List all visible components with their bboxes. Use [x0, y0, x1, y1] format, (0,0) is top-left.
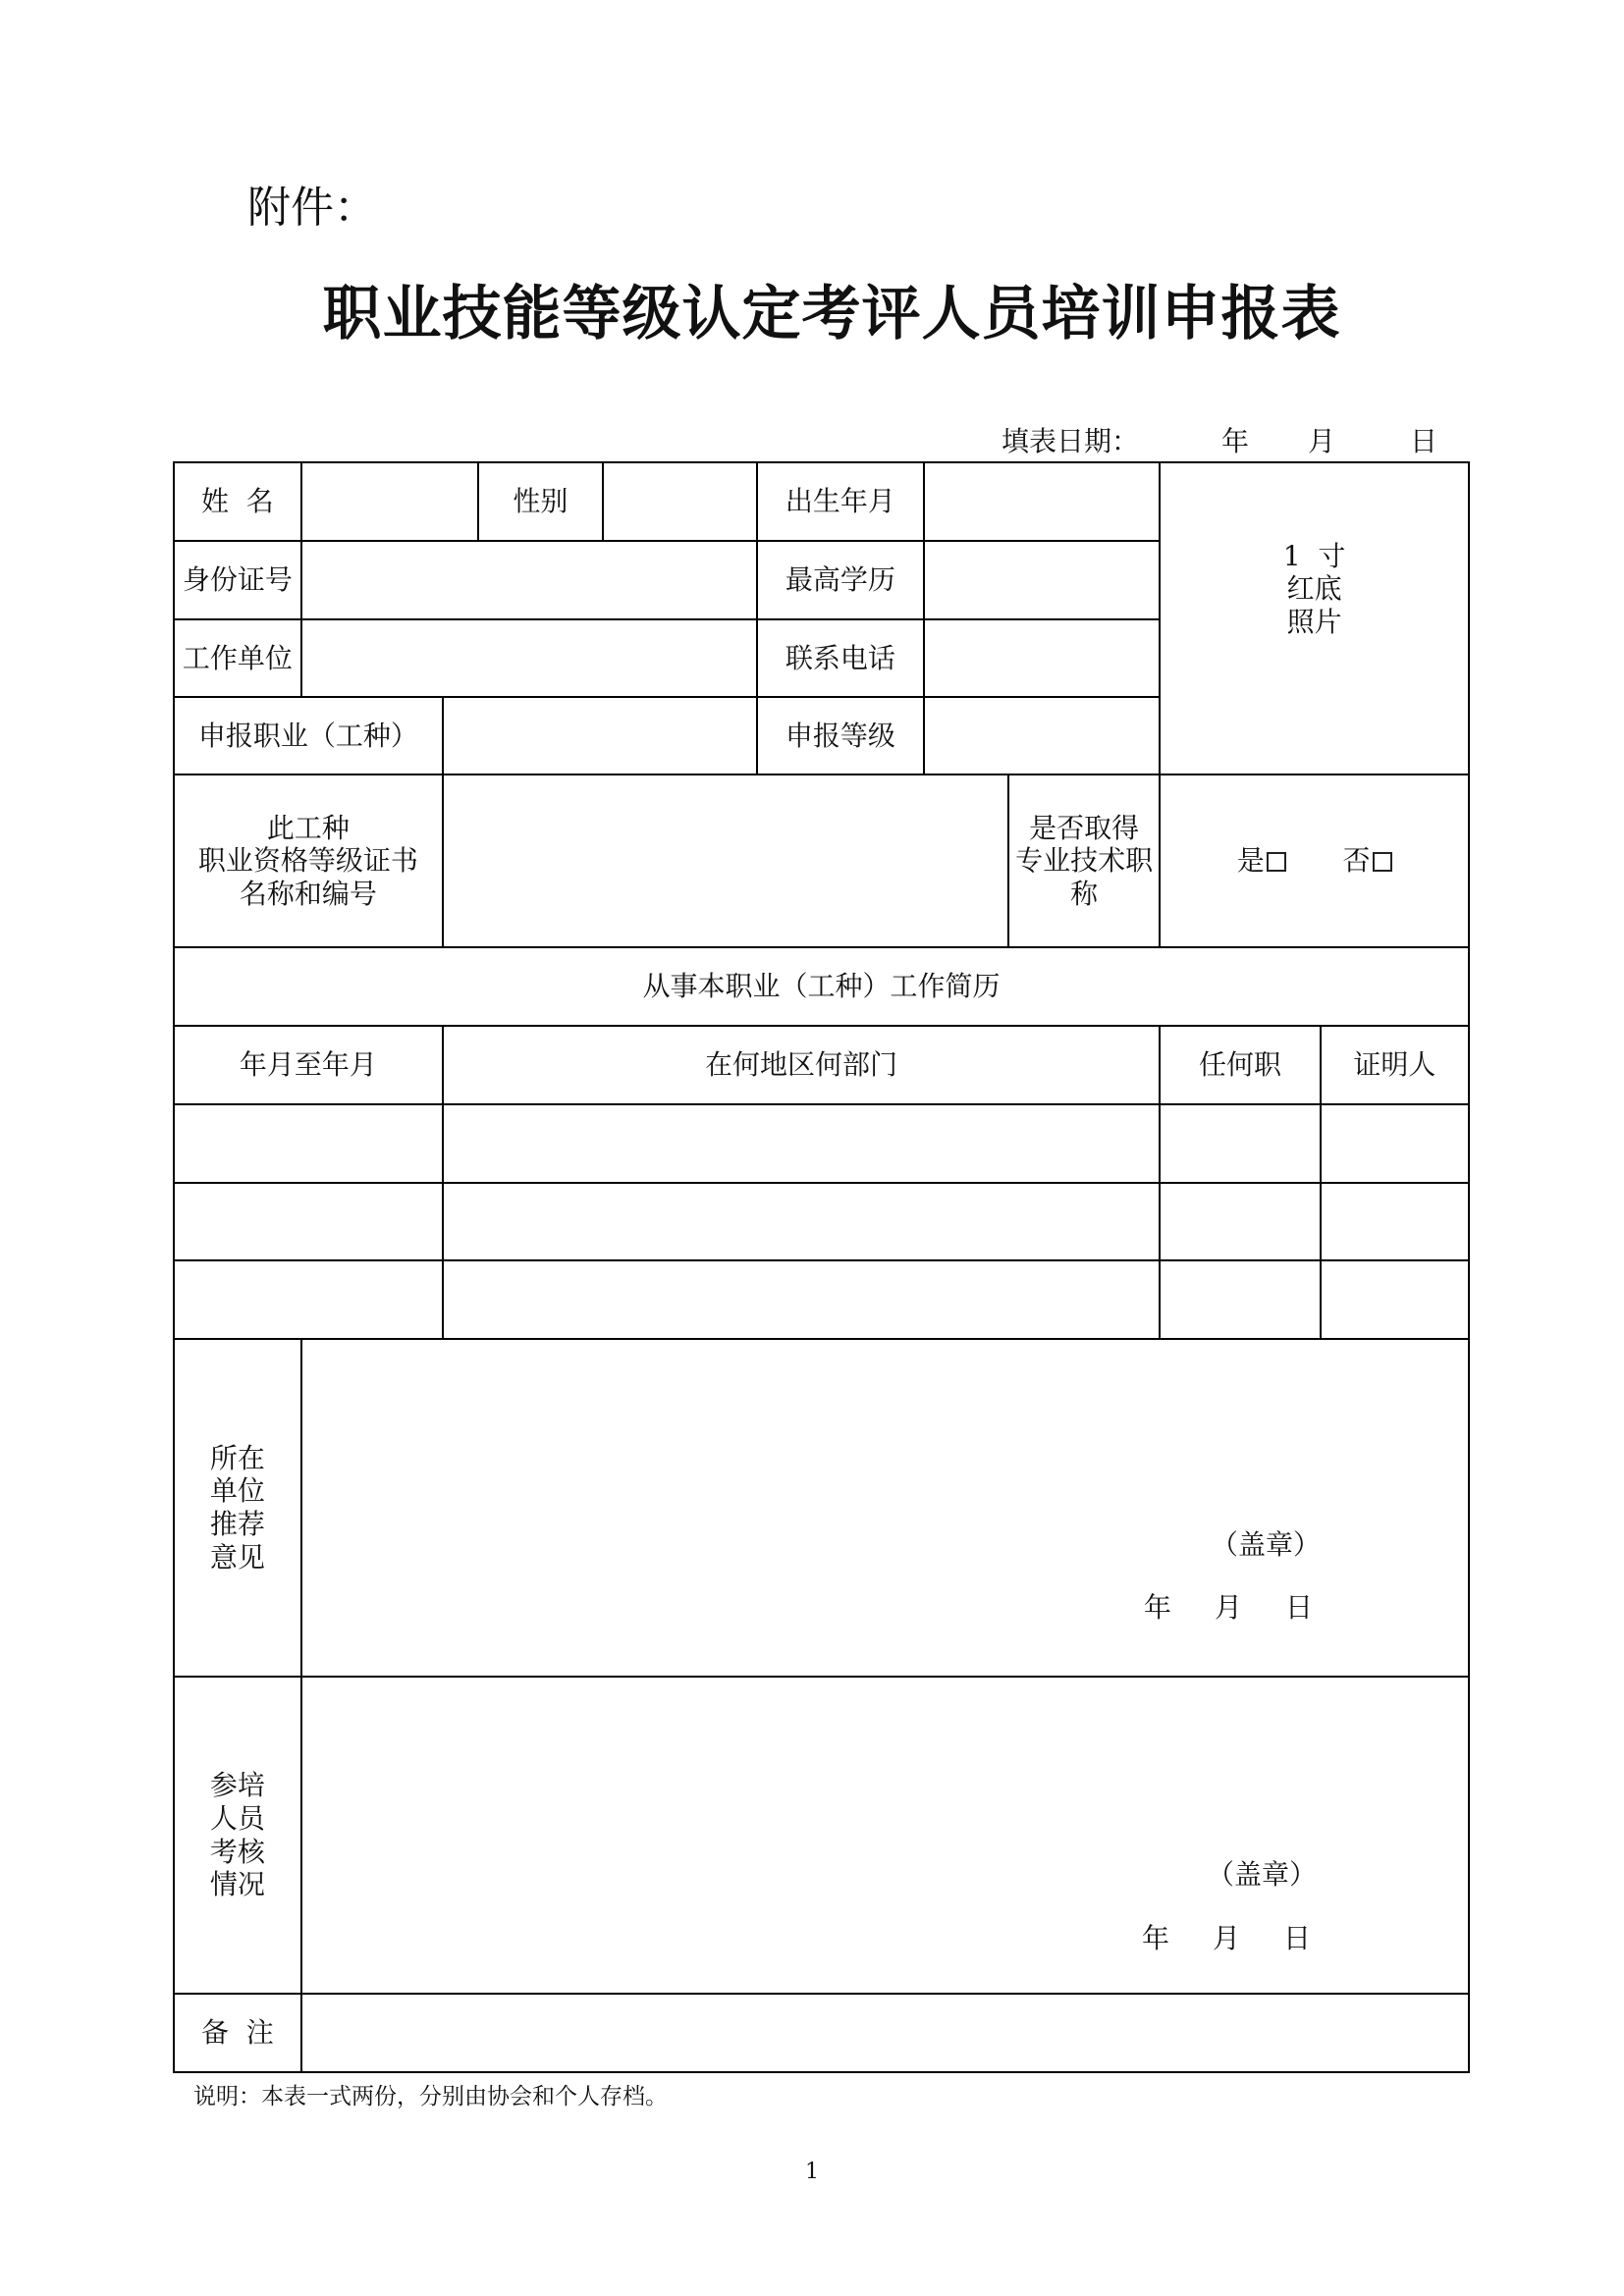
resume-position-cell[interactable] — [1160, 1183, 1320, 1260]
assessment-line-2: 人员 — [209, 1801, 265, 1835]
assessment-stamp-label: （盖章） — [1206, 1858, 1317, 1891]
birth-label: 出生年月 — [757, 462, 925, 541]
col-witness-header: 证明人 — [1321, 1026, 1469, 1104]
assessment-stamp-date — [1142, 1922, 1311, 1955]
level-label: 申报等级 — [757, 697, 925, 774]
application-form — [173, 461, 1470, 2073]
yes-option[interactable] — [1237, 844, 1286, 877]
yes-checkbox[interactable] — [1267, 852, 1286, 872]
occupation-label: 申报职业（工种） — [174, 697, 443, 774]
certificate-label — [174, 774, 443, 947]
unit-date-month: 月 — [1214, 1591, 1242, 1624]
title-obtained-label — [1008, 774, 1160, 947]
assessment-date-month: 月 — [1212, 1922, 1240, 1954]
birth-field[interactable] — [924, 462, 1160, 541]
title-obtained-line-1: 是否取得 — [1029, 811, 1140, 844]
gender-label: 性别 — [478, 462, 604, 541]
resume-department-cell[interactable] — [443, 1104, 1160, 1183]
unit-opinion-line-2: 单位 — [209, 1474, 265, 1508]
gender-field[interactable] — [603, 462, 756, 541]
fill-date — [982, 420, 1453, 455]
assessment-field[interactable] — [301, 1677, 1469, 1994]
resume-row — [174, 1260, 1469, 1339]
remarks-field[interactable] — [301, 1994, 1469, 2072]
resume-witness-cell[interactable] — [1321, 1183, 1469, 1260]
unit-opinion-line-3: 推荐 — [209, 1508, 265, 1540]
footer-note: 说明：本表一式两份，分别由协会和个人存档。 — [193, 2084, 668, 2109]
work-unit-field[interactable] — [301, 619, 757, 697]
photo-line-2: 红底 — [1286, 572, 1342, 606]
certificate-line-2: 职业资格等级证书 — [197, 844, 418, 878]
phone-label: 联系电话 — [757, 619, 925, 697]
col-position-header: 任何职 — [1160, 1026, 1320, 1104]
id-number-label: 身份证号 — [174, 541, 301, 619]
unit-opinion-line-1: 所在 — [209, 1441, 265, 1474]
resume-period-cell[interactable] — [174, 1183, 443, 1260]
resume-witness-cell[interactable] — [1321, 1260, 1469, 1339]
name-label: 姓 名 — [174, 462, 301, 541]
no-checkbox[interactable] — [1373, 852, 1392, 872]
unit-date-year: 年 — [1143, 1591, 1171, 1624]
assessment-line-3: 考核 — [209, 1835, 265, 1868]
photo-line-3: 照片 — [1286, 605, 1342, 638]
resume-period-cell[interactable] — [174, 1104, 443, 1183]
form-title: 职业技能等级认定考评人员培训申报表 — [322, 280, 1341, 348]
education-field[interactable] — [924, 541, 1160, 619]
certificate-line-3: 名称和编号 — [239, 877, 377, 910]
unit-date-day: 日 — [1284, 1591, 1313, 1624]
no-label: 否 — [1342, 844, 1371, 878]
attachment-label: 附件： — [247, 183, 377, 233]
assessment-date-day: 日 — [1282, 1922, 1311, 1954]
fill-date-month: 月 — [1308, 425, 1336, 457]
certificate-line-1: 此工种 — [266, 811, 350, 844]
id-number-field[interactable] — [301, 541, 757, 619]
resume-row — [174, 1183, 1469, 1260]
assessment-line-4: 情况 — [209, 1868, 265, 1901]
resume-header: 从事本职业（工种）工作简历 — [174, 947, 1469, 1026]
resume-department-cell[interactable] — [443, 1183, 1160, 1260]
resume-witness-cell[interactable] — [1321, 1104, 1469, 1183]
page-number: 1 — [805, 2160, 819, 2184]
unit-stamp-label: （盖章） — [1210, 1528, 1321, 1561]
assessment-label — [174, 1677, 301, 1994]
resume-position-cell[interactable] — [1160, 1260, 1320, 1339]
yes-label: 是 — [1236, 844, 1265, 878]
unit-opinion-line-4: 意见 — [209, 1540, 265, 1574]
photo-line-1: 1 寸 — [1282, 539, 1346, 572]
education-label: 最高学历 — [757, 541, 925, 619]
resume-position-cell[interactable] — [1160, 1104, 1320, 1183]
unit-opinion-field[interactable] — [301, 1339, 1469, 1677]
col-department-header: 在何地区何部门 — [443, 1026, 1160, 1104]
resume-department-cell[interactable] — [443, 1260, 1160, 1339]
assessment-date-year: 年 — [1141, 1922, 1169, 1954]
fill-date-year: 年 — [1221, 425, 1250, 457]
certificate-field[interactable] — [443, 774, 1008, 947]
work-unit-label: 工作单位 — [174, 619, 301, 697]
fill-date-day: 日 — [1410, 425, 1438, 457]
level-field[interactable] — [924, 697, 1160, 774]
unit-stamp-date — [1144, 1591, 1313, 1625]
unit-opinion-label — [174, 1339, 301, 1677]
phone-field[interactable] — [924, 619, 1160, 697]
remarks-label: 备 注 — [174, 1994, 301, 2072]
name-field[interactable] — [301, 462, 478, 541]
no-option[interactable] — [1343, 844, 1392, 877]
occupation-field[interactable] — [443, 697, 757, 774]
title-obtained-choice — [1160, 774, 1469, 947]
fill-date-label: 填表日期： — [1001, 425, 1140, 457]
assessment-line-1: 参培 — [209, 1769, 265, 1802]
col-period-header: 年月至年月 — [174, 1026, 443, 1104]
resume-row — [174, 1104, 1469, 1183]
photo-box[interactable] — [1160, 462, 1469, 774]
resume-period-cell[interactable] — [174, 1260, 443, 1339]
title-obtained-line-2: 专业技术职称 — [1015, 844, 1154, 910]
